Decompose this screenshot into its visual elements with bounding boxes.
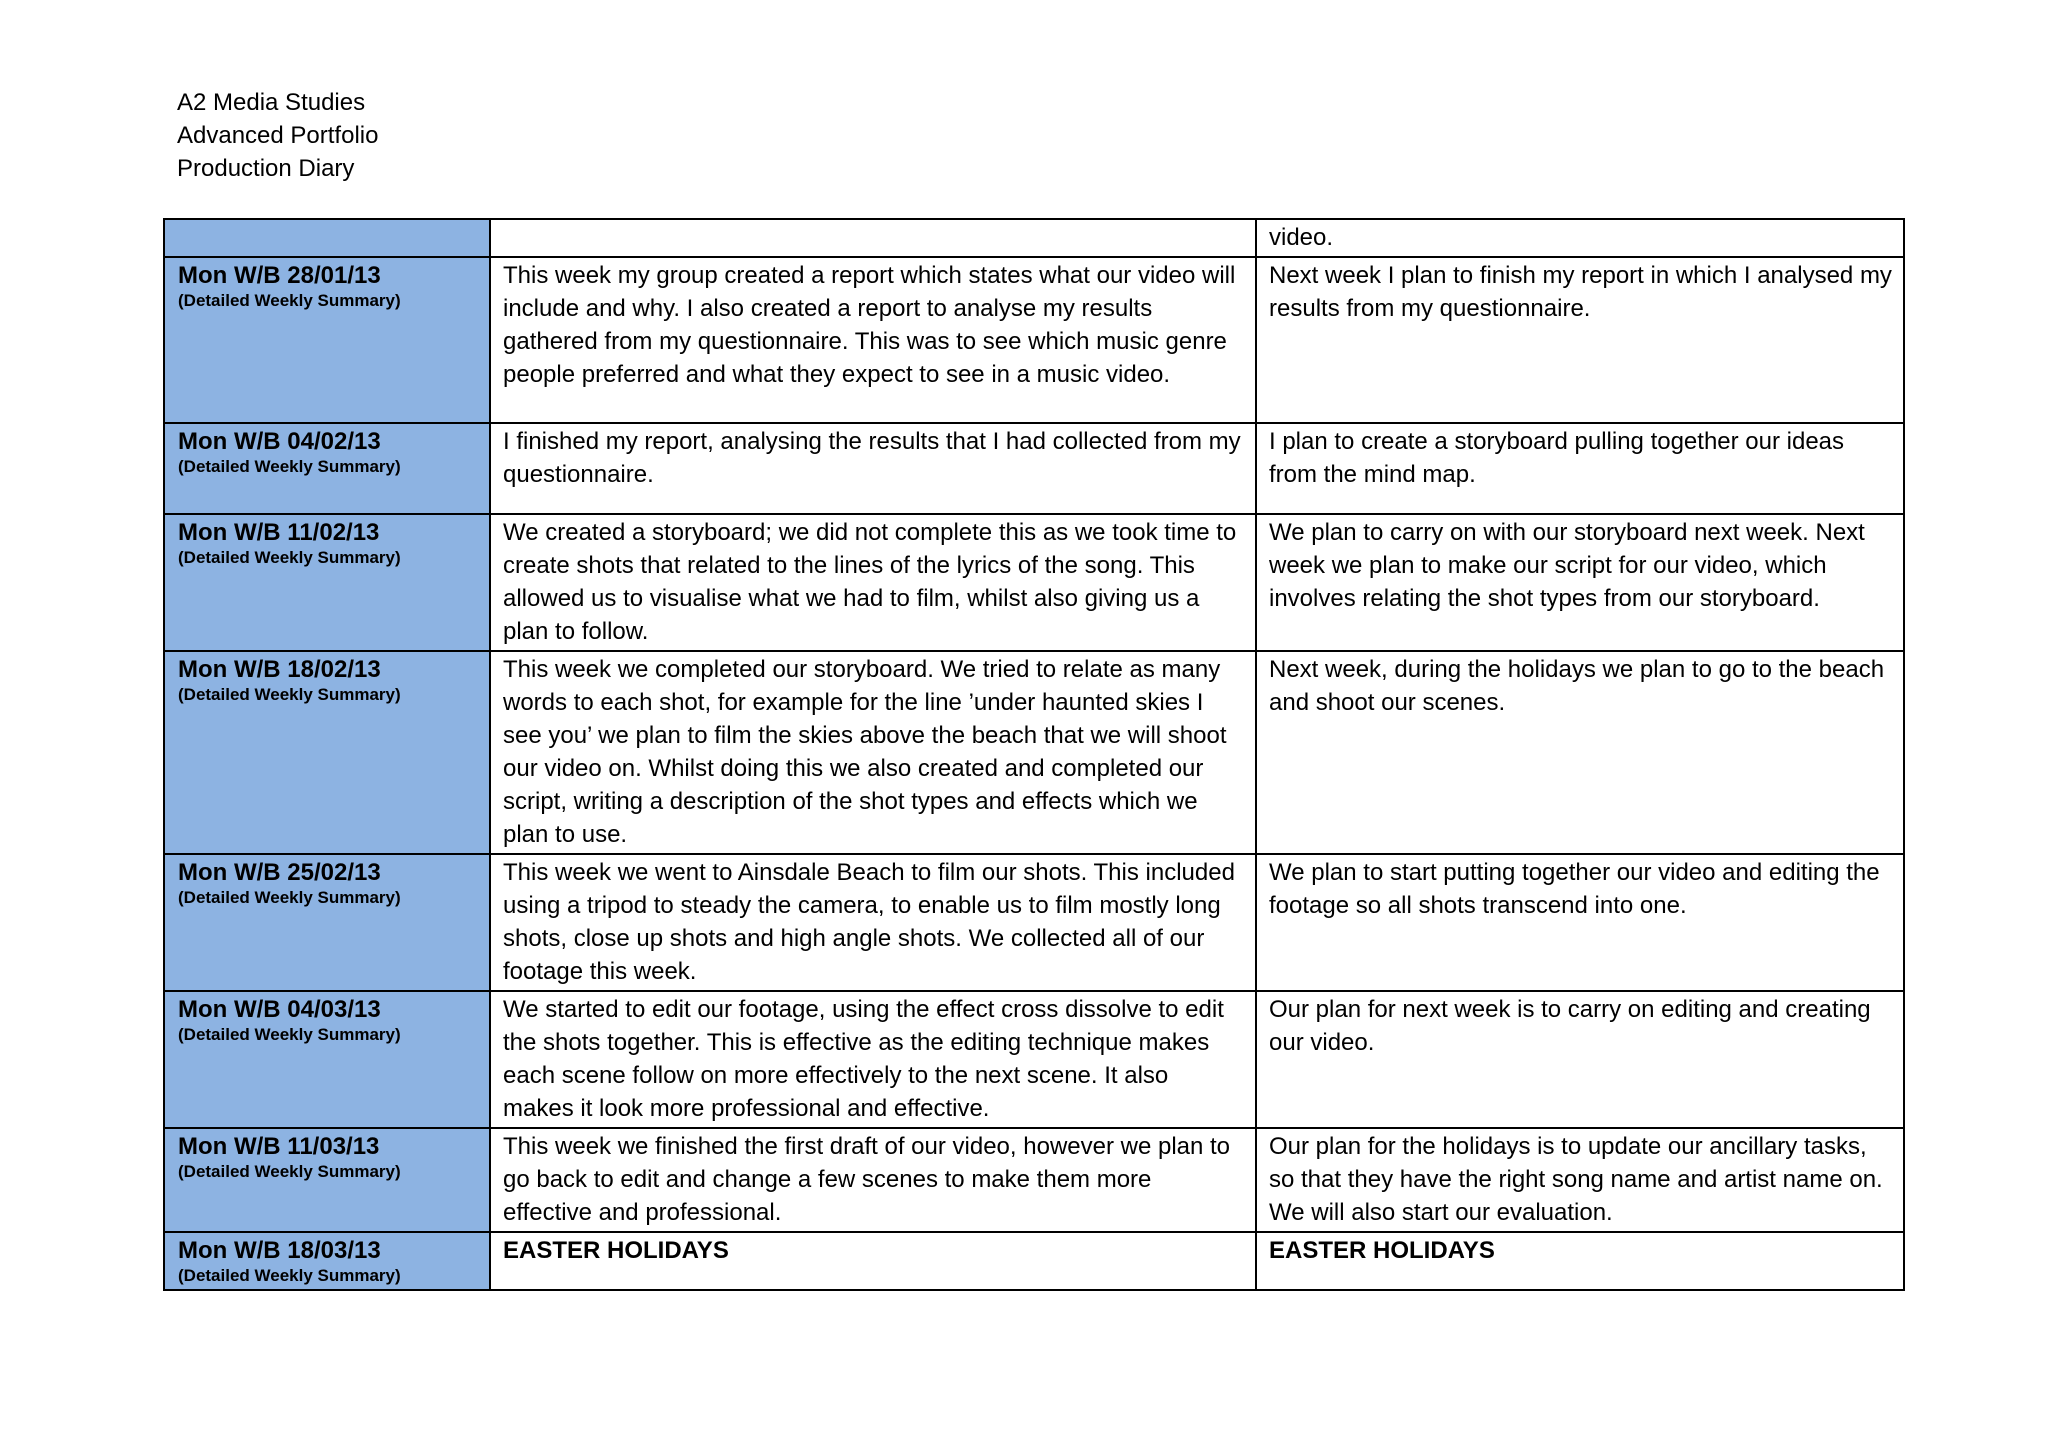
week-date: Mon W/B 04/03/13: [178, 996, 381, 1023]
table-row: [164, 651, 1904, 854]
header-portfolio: Advanced Portfolio: [177, 122, 379, 149]
header-diary: Production Diary: [177, 155, 355, 182]
plan-text: EASTER HOLIDAYS: [1269, 1237, 1495, 1264]
plan-text: Next week I plan to finish my report in which I analysed my results from my questionnaire.: [1269, 262, 1892, 322]
done-cell: [490, 514, 1256, 651]
plan-cell: [1256, 1232, 1904, 1290]
done-text: This week we finished the first draft of our video, however we plan to go back to edit and change a few scenes to make them more effective and professional.: [503, 1133, 1231, 1226]
header-course: A2 Media Studies: [177, 89, 366, 116]
done-text: We started to edit our footage, using the effect cross dissolve to edit the shots together. This is effective as the editing technique makes each scene follow on more effectively to the next scene. It also makes it look more professional and effective.: [503, 996, 1224, 1122]
done-cell: [490, 651, 1256, 854]
date-cell: [164, 257, 490, 423]
done-text: EASTER HOLIDAYS: [503, 1237, 729, 1264]
week-subtitle: (Detailed Weekly Summary): [178, 548, 401, 567]
date-cell: [164, 219, 490, 257]
date-cell: [164, 1128, 490, 1232]
table-row: [164, 257, 1904, 423]
date-cell: [164, 991, 490, 1128]
plan-text: We plan to start putting together our video and editing the footage so all shots transcend into one.: [1269, 859, 1880, 919]
table-row: [164, 219, 1904, 257]
plan-cell: [1256, 854, 1904, 991]
plan-text: Our plan for next week is to carry on editing and creating our video.: [1269, 996, 1871, 1056]
plan-text: Our plan for the holidays is to update our ancillary tasks, so that they have the right song name and artist name on. We will also start our evaluation.: [1269, 1133, 1883, 1226]
done-text: We created a storyboard; we did not complete this as we took time to create shots that related to the lines of the lyrics of the song. This allowed us to visualise what we had to film, whilst also giving us a plan to follow.: [503, 519, 1237, 645]
plan-cell: [1256, 991, 1904, 1128]
week-date: Mon W/B 18/03/13: [178, 1237, 381, 1264]
done-text: I finished my report, analysing the results that I had collected from my questionnaire.: [503, 428, 1241, 488]
week-subtitle: (Detailed Weekly Summary): [178, 291, 401, 310]
production-diary-table: [163, 218, 1905, 1291]
done-cell: [490, 219, 1256, 257]
week-subtitle: (Detailed Weekly Summary): [178, 1162, 401, 1181]
date-cell: [164, 423, 490, 514]
week-date: Mon W/B 28/01/13: [178, 262, 381, 289]
done-cell: [490, 257, 1256, 423]
table-row: [164, 514, 1904, 651]
done-cell: [490, 991, 1256, 1128]
plan-text: video.: [1269, 224, 1334, 251]
done-text: This week we completed our storyboard. We tried to relate as many words to each shot, for example for the line ’under haunted skies I see you’ we plan to film the skies above the beach that we will shoot our video on. Whilst doing this we also created and completed our script, writing a description of the shot types and effects which we plan to use.: [503, 656, 1227, 848]
week-subtitle: (Detailed Weekly Summary): [178, 457, 401, 476]
table-row: [164, 854, 1904, 991]
week-date: Mon W/B 11/02/13: [178, 519, 380, 546]
date-cell: [164, 651, 490, 854]
plan-cell: [1256, 651, 1904, 854]
week-date: Mon W/B 18/02/13: [178, 656, 381, 683]
plan-cell: [1256, 514, 1904, 651]
table-row: [164, 423, 1904, 514]
week-date: Mon W/B 11/03/13: [178, 1133, 380, 1160]
done-cell: [490, 1232, 1256, 1290]
date-cell: [164, 514, 490, 651]
date-cell: [164, 1232, 490, 1290]
week-date: Mon W/B 25/02/13: [178, 859, 381, 886]
done-cell: [490, 1128, 1256, 1232]
plan-cell: [1256, 423, 1904, 514]
date-cell: [164, 854, 490, 991]
week-subtitle: (Detailed Weekly Summary): [178, 685, 401, 704]
table-row: [164, 991, 1904, 1128]
document-header: [177, 86, 378, 185]
plan-text: We plan to carry on with our storyboard next week. Next week we plan to make our script for our video, which involves relating the shot types from our storyboard.: [1269, 519, 1865, 612]
done-cell: [490, 423, 1256, 514]
plan-text: I plan to create a storyboard pulling together our ideas from the mind map.: [1269, 428, 1845, 488]
done-text: This week my group created a report which states what our video will include and why. I also created a report to analyse my results gathered from my questionnaire. This was to see which music genre people preferred and what they expect to see in a music video.: [503, 262, 1236, 388]
week-subtitle: (Detailed Weekly Summary): [178, 1025, 401, 1044]
done-cell: [490, 854, 1256, 991]
week-subtitle: (Detailed Weekly Summary): [178, 888, 401, 907]
week-subtitle: (Detailed Weekly Summary): [178, 1266, 401, 1285]
table-row: [164, 1232, 1904, 1290]
plan-cell: [1256, 1128, 1904, 1232]
week-date: Mon W/B 04/02/13: [178, 428, 381, 455]
plan-text: Next week, during the holidays we plan to go to the beach and shoot our scenes.: [1269, 656, 1885, 716]
plan-cell: [1256, 257, 1904, 423]
done-text: This week we went to Ainsdale Beach to film our shots. This included using a tripod to steady the camera, to enable us to film mostly long shots, close up shots and high angle shots. We collected all of our footage this week.: [503, 859, 1235, 985]
plan-cell: [1256, 219, 1904, 257]
table-row: [164, 1128, 1904, 1232]
